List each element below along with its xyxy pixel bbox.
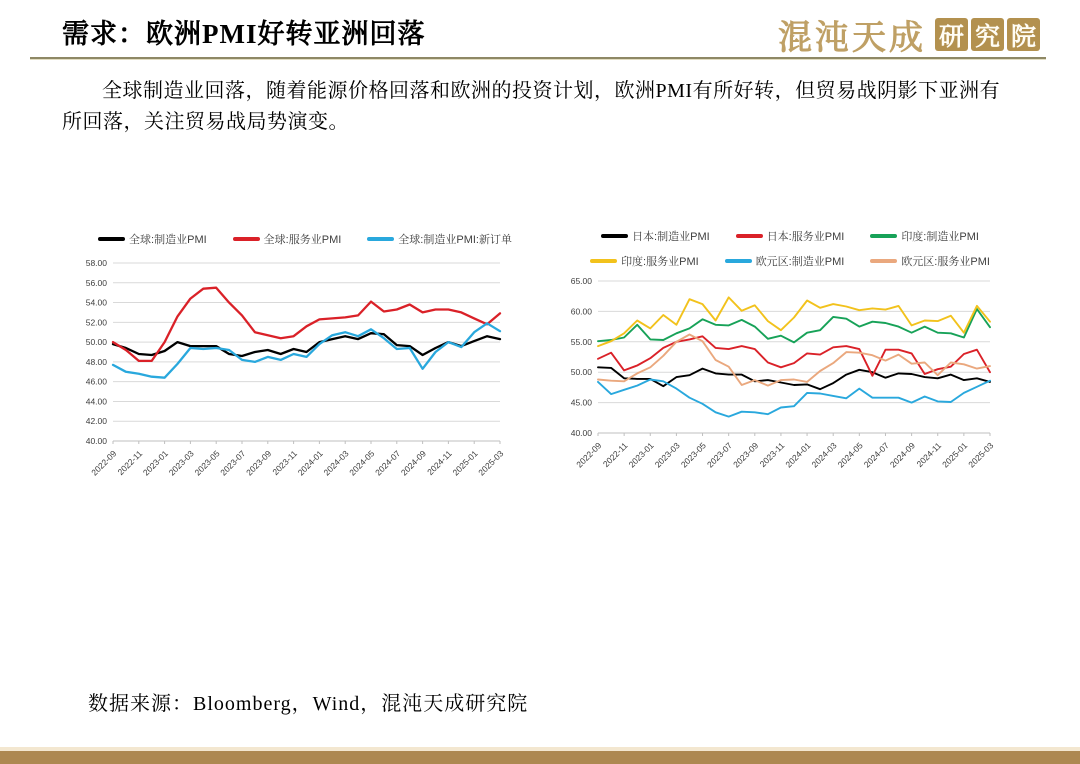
x-tick-label: 2023-01 (626, 440, 656, 470)
y-tick-label: 54.00 (85, 297, 107, 308)
x-tick-label: 2022-09 (574, 440, 604, 470)
x-tick-label: 2024-03 (321, 448, 351, 478)
logo-badge-char: 究 (971, 18, 1004, 51)
y-tick-label: 56.00 (85, 277, 107, 288)
bottom-bar (0, 751, 1080, 764)
logo-badge-char: 院 (1007, 18, 1040, 51)
x-tick-label: 2024-01 (783, 440, 813, 470)
x-tick-label: 2023-03 (166, 448, 196, 478)
legend-swatch (736, 234, 763, 238)
x-tick-label: 2024-11 (425, 448, 454, 478)
x-tick-label: 2023-01 (140, 448, 171, 478)
x-tick-label: 2023-09 (731, 440, 761, 470)
y-tick-label: 50.00 (85, 337, 107, 348)
legend-row (85, 231, 525, 247)
x-tick-label: 2022-11 (600, 440, 630, 470)
legend-label: 全球:制造业PMI (129, 234, 207, 246)
x-tick-label: 2024-09 (398, 448, 429, 478)
logo-badge (932, 18, 1040, 51)
legend-label: 全球:制造业PMI:新订单 (398, 234, 512, 246)
legend-item (367, 231, 512, 247)
legend-label: 日本:服务业PMI (766, 231, 845, 243)
legend-swatch (233, 237, 260, 241)
x-tick-label: 2023-05 (192, 448, 222, 478)
left-chart-legend (100, 231, 510, 247)
y-tick-label: 40.00 (570, 428, 592, 438)
x-tick-label: 2023-11 (270, 448, 300, 478)
legend-item (601, 228, 710, 244)
y-tick-label: 52.00 (85, 317, 107, 328)
x-tick-label: 2023-09 (244, 448, 274, 478)
legend-item (736, 228, 845, 244)
series-line (113, 333, 500, 356)
legend-swatch (367, 237, 394, 241)
legend-swatch (98, 237, 125, 241)
x-tick-label: 2024-01 (295, 448, 325, 478)
legend-item (870, 228, 979, 244)
page-title: 需求：欧洲PMI好转亚洲回落 (62, 19, 426, 49)
legend-item (98, 231, 207, 247)
x-tick-label: 2025-01 (450, 448, 480, 478)
x-tick-label: 2023-07 (218, 448, 248, 478)
data-source-note: 数据来源：Bloomberg，Wind，混沌天成研究院 (88, 693, 529, 715)
right-chart-regional-pmi (560, 253, 1020, 498)
y-tick-label: 58.00 (85, 258, 107, 268)
legend-row (588, 228, 992, 244)
x-tick-label: 2024-07 (373, 448, 403, 478)
y-tick-label: 60.00 (570, 306, 592, 317)
x-tick-label: 2023-11 (757, 440, 787, 470)
x-tick-label: 2025-03 (966, 440, 996, 470)
x-tick-label: 2024-05 (835, 440, 865, 470)
x-tick-label: 2025-01 (940, 440, 970, 470)
x-tick-label: 2023-03 (652, 440, 682, 470)
x-tick-label: 2024-05 (347, 448, 377, 478)
x-tick-label: 2024-09 (887, 440, 918, 470)
series-line (113, 288, 500, 361)
left-chart-global-pmi (72, 253, 517, 498)
y-tick-label: 44.00 (85, 396, 107, 407)
x-tick-label: 2023-05 (678, 440, 708, 470)
logo-script-text: 混沌天成 (778, 20, 926, 57)
legend-label: 印度:制造业PMI (901, 231, 979, 243)
y-tick-label: 40.00 (85, 436, 107, 446)
y-tick-label: 55.00 (570, 336, 592, 347)
x-tick-label: 2023-07 (704, 440, 735, 470)
legend-swatch (601, 234, 628, 238)
x-tick-label: 2022-09 (89, 448, 119, 478)
legend-swatch (870, 234, 897, 238)
x-tick-label: 2024-03 (809, 440, 839, 470)
y-tick-label: 46.00 (85, 376, 107, 387)
header-divider (30, 57, 1046, 60)
x-tick-label: 2022-11 (115, 448, 145, 478)
legend-label: 欧元区:服务业PMI (901, 256, 990, 268)
legend-label: 日本:制造业PMI (632, 231, 710, 243)
legend-label: 印度:服务业PMI (621, 256, 699, 268)
company-logo (778, 10, 1040, 59)
y-tick-label: 48.00 (85, 356, 107, 367)
x-tick-label: 2025-03 (476, 448, 506, 478)
x-tick-label: 2024-07 (861, 440, 891, 470)
y-tick-label: 42.00 (85, 416, 107, 427)
intro-paragraph: 全球制造业回落，随着能源价格回落和欧洲的投资计划，欧洲PMI有所好转，但贸易战阴影下亚洲有所回落，关注贸易战局势演变。 (62, 80, 1001, 133)
y-tick-label: 50.00 (570, 367, 592, 378)
y-tick-label: 45.00 (570, 397, 592, 408)
y-tick-label: 65.00 (570, 276, 592, 286)
legend-item (233, 231, 342, 247)
legend-label: 全球:服务业PMI (263, 234, 342, 246)
series-line (598, 367, 990, 389)
x-tick-label: 2024-11 (914, 440, 944, 470)
legend-label: 欧元区:制造业PMI (755, 256, 845, 268)
series-line (598, 309, 990, 342)
logo-badge-char: 研 (935, 18, 968, 51)
